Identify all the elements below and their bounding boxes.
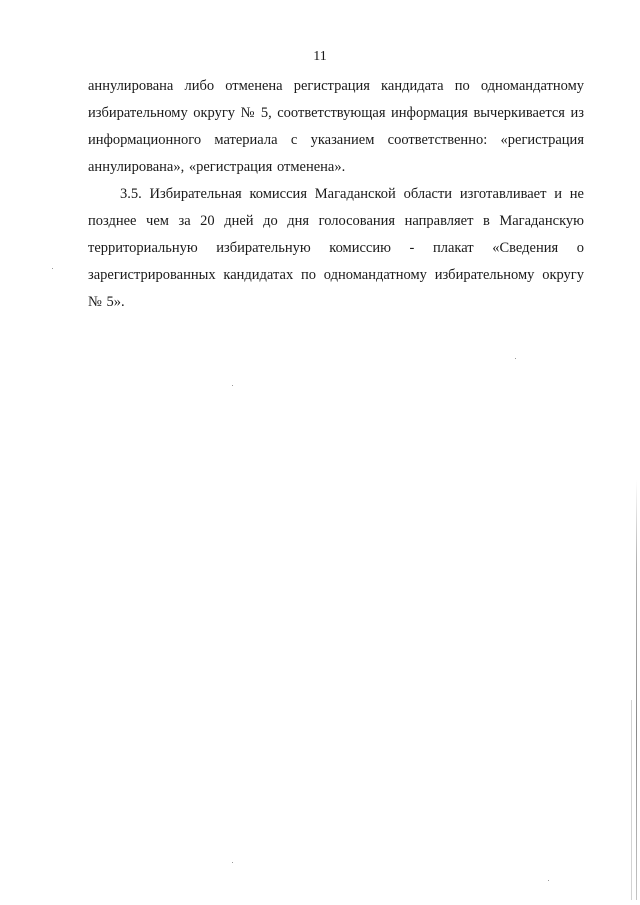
page-number: 11 [313, 49, 327, 64]
scan-speck [515, 358, 516, 359]
scan-edge-shadow [636, 480, 637, 900]
scan-edge-shadow-secondary [631, 700, 632, 900]
scan-speck [232, 862, 233, 863]
paragraph-continuation: аннулирована либо отменена регистрация кандидата по одномандатному избирательному округу № 5, соответствующая информация вычеркивается из информационного материала с указанием соответственно: «регистрация аннулирована», «регистрация отменена». [88, 78, 584, 175]
document-body [88, 73, 584, 316]
scan-speck [232, 385, 233, 386]
scan-speck [548, 880, 549, 881]
paragraph-3-5: 3.5. Избирательная комиссия Магаданской области изготавливает и не позднее чем за 20 дней до дня голосования направляет в Магаданскую территориальную избирательную комиссию - плакат «Сведения о зарегистрированных кандидатах по одномандатному избирательному округу № 5». [88, 186, 584, 310]
scan-speck [52, 268, 53, 269]
